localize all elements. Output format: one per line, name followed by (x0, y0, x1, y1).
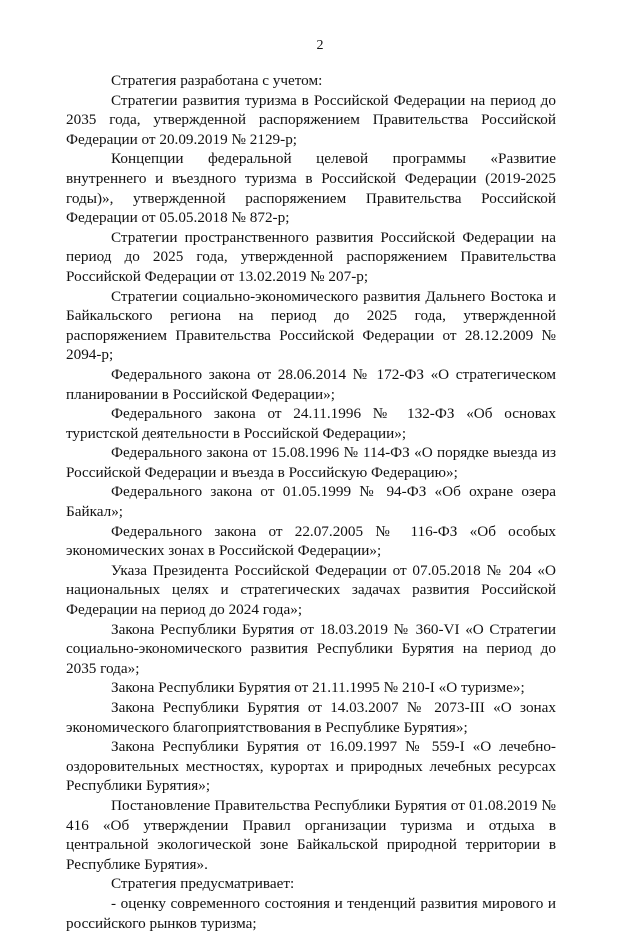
paragraph-federal-program-concept: Концепции федеральной целевой программы «Развитие внутреннего и въездного туризма в Российской Федерации (2019-2025 годы)», утвержденной распоряжением Правительства Российской Федерации от 05.05.2018 № 872-р; (66, 150, 556, 227)
paragraph-spatial-development-strategy: Стратегии пространственного развития Российской Федерации на период до 2025 года, утвержденной распоряжением Правительства Российской Федерации от 13.02.2019 № 207-р; (66, 228, 556, 285)
paragraph-federal-law-132: Федерального закона от 24.11.1996 № 132-ФЗ «Об основах туристской деятельности в Российской Федерации»; (66, 405, 556, 442)
paragraph-buryatia-law-559: Закона Республики Бурятия от 16.09.1997 № 559-I «О лечебно-оздоровительных местностях, курортах и природных лечебных ресурсах Республики Бурятия»; (66, 738, 556, 795)
paragraph-federal-law-116: Федерального закона от 22.07.2005 № 116-ФЗ «Об особых экономических зонах в Российской Федерации»; (66, 522, 556, 560)
paragraph-presidential-decree-204: Указа Президента Российской Федерации от 07.05.2018 № 204 «О национальных целях и стратегических задачах развития Российской Федерации на период до 2024 года»; (66, 561, 556, 619)
paragraph-government-resolution-416: Постановление Правительства Республики Бурятия от 01.08.2019 № 416 «Об утверждении Правил организации туризма и отдыха в центральной экологической зоне Байкальской природной территории в Республике Бурятия». (66, 796, 556, 873)
list-item-market-assessment: - оценку современного состояния и тенденций развития мирового и российского рынков туризма; (66, 894, 556, 932)
paragraph-federal-law-114: Федерального закона от 15.08.1996 № 114-ФЗ «О порядке выезда из Российской Федерации и въезда в Российскую Федерацию»; (66, 444, 556, 481)
paragraph-buryatia-law-2073: Закона Республики Бурятия от 14.03.2007 № 2073-III «О зонах экономического благоприятствования в Республике Бурятия»; (66, 699, 556, 736)
paragraph-far-east-strategy: Стратегии социально-экономического развития Дальнего Востока и Байкальского региона на период до 2025 года, утвержденной распоряжением Правительства Российской Федерации от 28.12.2009 № 2094-р; (66, 287, 556, 364)
paragraph-intro: Стратегия разработана с учетом: (111, 72, 323, 89)
page-number: 2 (316, 38, 324, 53)
paragraph-federal-law-172: Федерального закона от 28.06.2014 № 172-ФЗ «О стратегическом планировании в Российской Федерации»; (66, 365, 556, 403)
paragraph-tourism-strategy-2035: Стратегии развития туризма в Российской Федерации на период до 2035 года, утвержденной распоряжением Правительства Российской Федерации от 20.09.2019 № 2129-р; (66, 91, 556, 148)
paragraph-strategy-provides: Стратегия предусматривает: (111, 875, 295, 893)
document-body (66, 71, 556, 933)
paragraph-buryatia-law-210: Закона Республики Бурятия от 21.11.1995 № 210-I «О туризме»; (111, 679, 525, 697)
paragraph-federal-law-94: Федерального закона от 01.05.1999 № 94-ФЗ «Об охране озера Байкал»; (66, 483, 556, 521)
paragraph-buryatia-law-360: Закона Республики Бурятия от 18.03.2019 № 360-VI «О Стратегии социально-экономического развития Республики Бурятия на период до 2035 года»; (66, 620, 556, 677)
